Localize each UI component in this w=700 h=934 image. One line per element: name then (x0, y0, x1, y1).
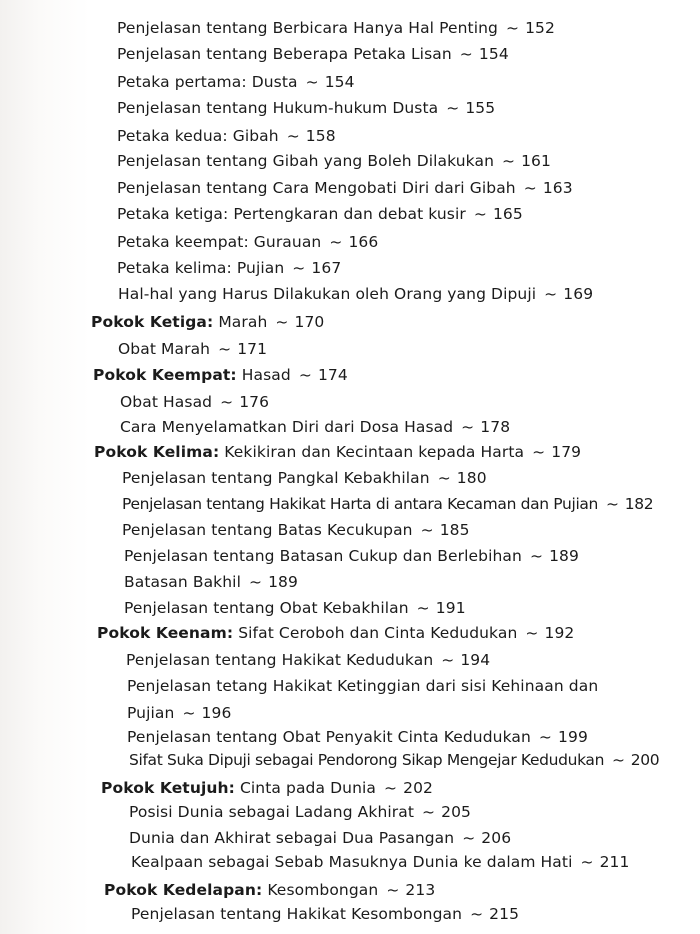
toc-entry (117, 44, 509, 64)
toc-page-number: 185 (439, 521, 470, 539)
toc-page-number: 200 (630, 751, 660, 769)
tilde-separator: ~ (580, 853, 594, 871)
tilde-separator: ~ (470, 905, 484, 923)
tilde-separator: ~ (461, 418, 475, 436)
toc-entry-title: Penjelasan tentang Batasan Cukup dan Berlebihan (124, 547, 522, 565)
toc-page-number: 178 (480, 418, 511, 436)
toc-entry-title: Penjelasan tentang Obat Penyakit Cinta Kedudukan (127, 728, 531, 746)
toc-page-number: 189 (268, 573, 298, 591)
toc-entry (131, 852, 629, 872)
toc-entry-title: Petaka pertama: Dusta (117, 73, 298, 91)
toc-entry (126, 650, 490, 670)
toc-entry-title: Penjelasan tentang Hakikat Harta di antara Kecaman dan Pujian (122, 495, 599, 513)
tilde-separator: ~ (506, 19, 520, 37)
toc-entry-title: Penjelasan tetang Hakikat Ketinggian dari sisi Kehinaan dan (127, 677, 599, 695)
toc-entry-title: Penjelasan tentang Beberapa Petaka Lisan (117, 45, 452, 63)
toc-entry (129, 828, 511, 848)
toc-page-number: 211 (599, 853, 630, 871)
toc-entry-title: Petaka kelima: Pujian (117, 259, 285, 277)
toc-entry (129, 802, 471, 822)
toc-page-number: 169 (563, 285, 594, 303)
tilde-separator: ~ (538, 728, 553, 746)
toc-entry (117, 126, 336, 146)
toc-entry (127, 703, 231, 723)
toc-entry-title: Batasan Bakhil (124, 573, 241, 591)
toc-entry-title: Penjelasan tentang Hakikat Kesombongan (131, 905, 463, 923)
toc-page-number: 199 (558, 728, 588, 746)
toc-entry (129, 750, 659, 770)
tilde-separator: ~ (420, 521, 434, 539)
toc-entry-title: Penjelasan tentang Hukum-hukum Dusta (117, 99, 439, 117)
toc-entry-title: Pujian (127, 704, 175, 722)
toc-entry-title: Sifat Suka Dipuji sebagai Pendorong Sikap Mengejar Kedudukan (129, 751, 605, 769)
tilde-separator: ~ (422, 803, 436, 821)
toc-entry-title: Sifat Ceroboh dan Cinta Kedudukan (238, 624, 518, 642)
toc-page-number: 196 (201, 704, 232, 722)
tilde-separator: ~ (292, 259, 306, 277)
toc-entry (120, 392, 269, 412)
toc-entry (127, 676, 598, 696)
toc-page-number: 192 (544, 624, 575, 642)
toc-chapter-entry (104, 880, 435, 900)
toc-entry (117, 258, 341, 278)
toc-page-number: 152 (525, 19, 555, 37)
toc-entry-title: Marah (218, 313, 268, 331)
toc-page-number: 191 (435, 599, 466, 617)
tilde-separator: ~ (329, 233, 343, 251)
toc-page-number: 154 (478, 45, 509, 63)
tilde-separator: ~ (298, 366, 312, 384)
toc-page-number: 215 (489, 905, 520, 923)
toc-entry (124, 572, 298, 592)
toc-entry-title: Petaka kedua: Gibah (117, 127, 279, 145)
tilde-separator: ~ (462, 829, 476, 847)
toc-entry-title: Penjelasan tentang Cara Mengobati Diri dari Gibah (117, 179, 516, 197)
toc-entry (117, 178, 573, 198)
toc-page-number: 205 (441, 803, 472, 821)
toc-entry (122, 494, 653, 514)
toc-page-number: 166 (348, 233, 379, 251)
toc-entry-title: Kekikiran dan Kecintaan kepada Harta (224, 443, 525, 461)
toc-entry-title: Dunia dan Akhirat sebagai Dua Pasangan (129, 829, 455, 847)
tilde-separator: ~ (473, 205, 487, 223)
tilde-separator: ~ (441, 651, 455, 669)
tilde-separator: ~ (182, 704, 196, 722)
toc-page-number: 202 (403, 779, 433, 797)
tilde-separator: ~ (248, 573, 263, 591)
toc-page-number: 179 (551, 443, 582, 461)
toc-entry (124, 546, 579, 566)
tilde-separator: ~ (305, 73, 319, 91)
toc-entry (118, 339, 267, 359)
toc-entry-title: Penjelasan tentang Batas Kecukupan (122, 521, 413, 539)
toc-entry-title: Kealpaan sebagai Sebab Masuknya Dunia ke dalam Hati (131, 853, 573, 871)
toc-entry (120, 417, 510, 437)
toc-page-number: 171 (237, 340, 268, 358)
toc-page-number: 182 (624, 495, 654, 513)
toc-page-number: 176 (239, 393, 270, 411)
toc-entry (117, 151, 551, 171)
tilde-separator: ~ (275, 313, 289, 331)
tilde-separator: ~ (525, 624, 539, 642)
tilde-separator: ~ (502, 152, 516, 170)
toc-entry (117, 72, 355, 92)
toc-entry-title: Kesombongan (267, 881, 379, 899)
tilde-separator: ~ (529, 547, 544, 565)
tilde-separator: ~ (612, 751, 625, 769)
toc-entry-title: Penjelasan tentang Hakikat Kedudukan (126, 651, 434, 669)
toc-entry-title: Cara Menyelamatkan Diri dari Dosa Hasad (120, 418, 454, 436)
tilde-separator: ~ (523, 179, 537, 197)
toc-page-number: 194 (460, 651, 491, 669)
toc-page-number: 161 (521, 152, 551, 170)
toc-page-number: 167 (311, 259, 342, 277)
tilde-separator: ~ (286, 127, 300, 145)
toc-entry-title: Obat Marah (118, 340, 211, 358)
toc-entry (117, 232, 378, 252)
toc-entry-title: Hasad (241, 366, 291, 384)
toc-entry-title: Penjelasan tentang Berbicara Hanya Hal Penting (117, 19, 498, 37)
toc-chapter-label: Pokok Kelima: (94, 443, 220, 461)
tilde-separator: ~ (544, 285, 558, 303)
toc-chapter-entry (93, 365, 348, 385)
toc-page-number: 165 (492, 205, 523, 223)
toc-entry-title: Petaka keempat: Gurauan (117, 233, 322, 251)
tilde-separator: ~ (459, 45, 473, 63)
toc-entry (117, 98, 495, 118)
tilde-separator: ~ (606, 495, 619, 513)
tilde-separator: ~ (532, 443, 546, 461)
toc-entry-title: Penjelasan tentang Gibah yang Boleh Dilakukan (117, 152, 494, 170)
toc-page-number: 174 (317, 366, 348, 384)
toc-chapter-entry (97, 623, 574, 643)
toc-chapter-label: Pokok Ketujuh: (101, 779, 235, 797)
toc-page-number: 163 (542, 179, 573, 197)
toc-entry-title: Obat Hasad (120, 393, 213, 411)
toc-page-number: 213 (405, 881, 436, 899)
toc-chapter-label: Pokok Ketiga: (91, 313, 214, 331)
tilde-separator: ~ (218, 340, 232, 358)
toc-chapter-entry (101, 778, 433, 798)
tilde-separator: ~ (446, 99, 460, 117)
toc-entry-title: Penjelasan tentang Pangkal Kebakhilan (122, 469, 430, 487)
toc-chapter-entry (94, 442, 581, 462)
toc-entry-title: Cinta pada Dunia (239, 779, 377, 797)
tilde-separator: ~ (384, 779, 398, 797)
toc-entry (127, 727, 588, 747)
toc-chapter-label: Pokok Keempat: (93, 366, 237, 384)
toc-entry-title: Posisi Dunia sebagai Ladang Akhirat (129, 803, 415, 821)
tilde-separator: ~ (386, 881, 400, 899)
toc-entry-title: Penjelasan tentang Obat Kebakhilan (124, 599, 409, 617)
toc-entry (117, 18, 555, 38)
toc-chapter-label: Pokok Keenam: (97, 624, 234, 642)
toc-entry-title: Hal-hal yang Harus Dilakukan oleh Orang yang Dipuji (118, 285, 537, 303)
toc-page-number: 155 (465, 99, 496, 117)
toc-page-number: 154 (324, 73, 355, 91)
toc-page-number: 189 (549, 547, 579, 565)
toc-page-number: 180 (456, 469, 487, 487)
tilde-separator: ~ (220, 393, 234, 411)
toc-entry (122, 468, 487, 488)
toc-page-number: 158 (305, 127, 336, 145)
toc-entry (124, 598, 466, 618)
toc-entry (117, 204, 523, 224)
toc-entry (118, 284, 593, 304)
toc-entry (122, 520, 470, 540)
tilde-separator: ~ (416, 599, 430, 617)
toc-entry-title: Petaka ketiga: Pertengkaran dan debat kusir (117, 205, 466, 223)
toc-chapter-label: Pokok Kedelapan: (104, 881, 263, 899)
toc-page-number: 206 (481, 829, 512, 847)
tilde-separator: ~ (437, 469, 451, 487)
toc-chapter-entry (91, 312, 324, 332)
toc-page-number: 170 (294, 313, 325, 331)
toc-entry (131, 904, 519, 924)
